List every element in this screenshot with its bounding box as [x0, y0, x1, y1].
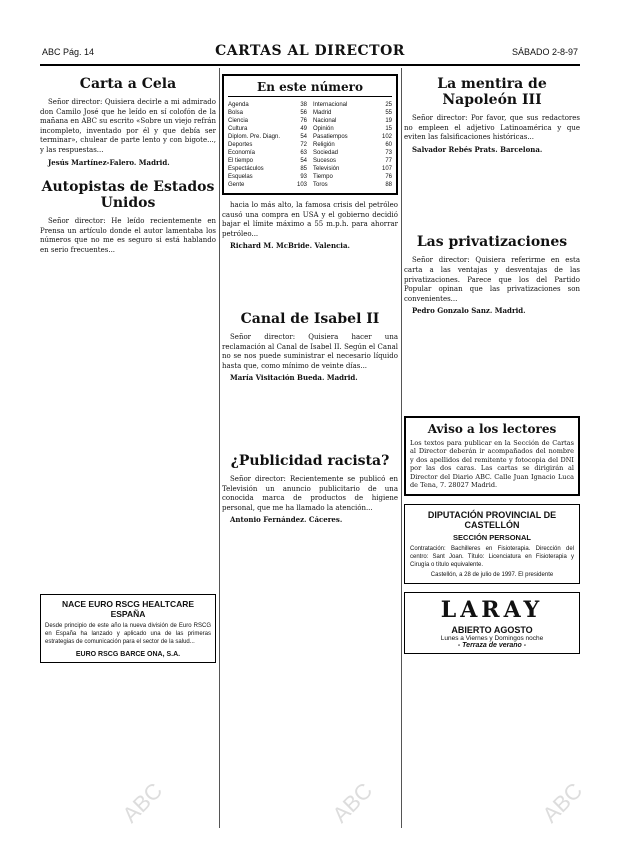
article-title: Las privatizaciones — [416, 234, 568, 251]
date: SÁBADO 2-8-97 — [511, 47, 578, 57]
ad-euro-rscg[interactable]: NACE EURO RSCG HEALTCARE ESPAÑA Desde principio de este año la nueva división de Euro RSCG en España ha lanzado y aplicado una de las primeras estrategias de comunicación para el sector de la salud... EURO RSCG BARCE ONA, S.A. — [40, 594, 216, 663]
watermark: ABC — [537, 777, 588, 828]
index-list-right: Internacional 25 Madrid 55 Nacional 19 Opinión 15 Pasatiempos 102 Religión 60 Sociedad 73 Sucesos 77 Televisión 107 Tiempo 76 Toros 88 — [313, 102, 392, 188]
column-3 — [404, 68, 580, 654]
article-title: Canal de Isabel II — [240, 310, 380, 327]
article-signature: Richard M. McBride. Valencia. — [230, 241, 350, 251]
article-title: Carta a Cela — [79, 76, 177, 92]
article-body: Señor director: Recientemente se publicó en Televisión un anuncio publicitario de una conocida marca de productos de higiene personal, que me ha llamado la atención... Antonio Fernández. Cáceres. — [222, 474, 398, 525]
article-body: Señor director: Quisiera decirle a mi admirado don Camilo José que he leído en sí colofón de la mañana en ABC su escrito «Sobre un viejo refrán incompleto, inventado por él y que debía ser terminar», chulear de parte lento y con bigote..., y las respuestas... Jesús Martínez-Falero. Madrid. — [40, 98, 216, 167]
watermark: ABC — [117, 777, 168, 828]
article-signature: Pedro Gonzalo Sanz. Madrid. — [412, 306, 526, 316]
ad-diputacion[interactable]: DIPUTACIÓN PROVINCIAL DE CASTELLÓN SECCIÓN PERSONAL Contratación: Bachilleres en Fisioterapia. Dirección del centro: Sant Joan. Título: Licenciatura en Fisioterapia y Cirugía o título equivalente. Castellón, a 28 de julio de 1997. El presidente — [404, 504, 580, 584]
article-body: Señor director: He leído recientemente en Prensa un artículo donde el autor lamentaba los números que no me es seguro si está hablando en serio frecuentes... — [40, 217, 216, 254]
section-title: CARTAS AL DIRECTOR — [215, 43, 405, 59]
page-header — [40, 42, 580, 66]
index-list-left: Agenda 38 Bolsa 56 Ciencia 76 Cultura 49 Diplom. Pre. Diagn. 54 Deportes 72 Economía 63 El tiempo 54 Espectáculos 85 Esquelas 93 Gente 103 — [228, 102, 307, 188]
article-title: Autopistas de Estados Unidos — [41, 179, 215, 212]
notice-title: Aviso a los lectores — [427, 421, 557, 436]
article-signature: María Visitación Bueda. Madrid. — [230, 373, 358, 383]
article-signature: Antonio Fernández. Cáceres. — [230, 515, 343, 525]
article-signature: Jesús Martínez-Falero. Madrid. — [48, 157, 170, 167]
column-2 — [222, 68, 398, 527]
page-number: ABC Pág. 14 — [42, 47, 95, 57]
ad-laray[interactable]: LARAY ABIERTO AGOSTO Lunes a Viernes y Domingos noche - Terraza de verano - — [404, 592, 580, 654]
article-body: Señor director: Por favor, que sus redactores no empleen el adjetivo Latinoamérica y que eviten las falsificaciones históricas... Salvador Rebés Prats. Barcelona. — [404, 114, 580, 154]
notice-box — [404, 416, 580, 496]
column-rule — [219, 68, 220, 828]
column-rule — [401, 68, 402, 828]
article-body: Señor director: Quisiera referirme en esta carta a las ventajas y desventajas de las privatizaciones. Parece que los del Partido Popular opinan que las privatizaciones son convenientes... Pedro Gonzalo Sanz. Madrid. — [404, 256, 580, 316]
article-title: ¿Publicidad racista? — [230, 452, 390, 469]
article-signature: Salvador Rebés Prats. Barcelona. — [412, 144, 543, 154]
watermark: ABC — [327, 777, 378, 828]
column-1 — [40, 68, 216, 669]
notice-text: Los textos para publicar en la Sección de Cartas al Director deberán ir acompañados del nombre y dos apellidos del remitente y fotocopia del DNI por las dos caras. Las cartas se dirigirán al Director del Diario ABC. Calle Juan Ignacio Luca de Tena, 7. 28027 Madrid. — [410, 438, 574, 490]
index-box — [222, 74, 398, 195]
article-title: La mentira de Napoleón III — [437, 76, 547, 108]
index-title: En este número — [228, 80, 392, 97]
article-body: Señor director: Quisiera hacer una reclamación al Canal de Isabel II. Según el Canal no se nos puede suministrar el necesario líquido hasta que, como mínimo de veinte días... María Visitación Bueda. Madrid. — [222, 332, 398, 383]
article-body: hacia lo más alto, la famosa crisis del petróleo causó una compra en USA y el gobierno decidió bajar el límite máximo a 55 m.p.h. para ahorrar petróleo... Richard M. McBride. Valencia. — [222, 201, 398, 251]
